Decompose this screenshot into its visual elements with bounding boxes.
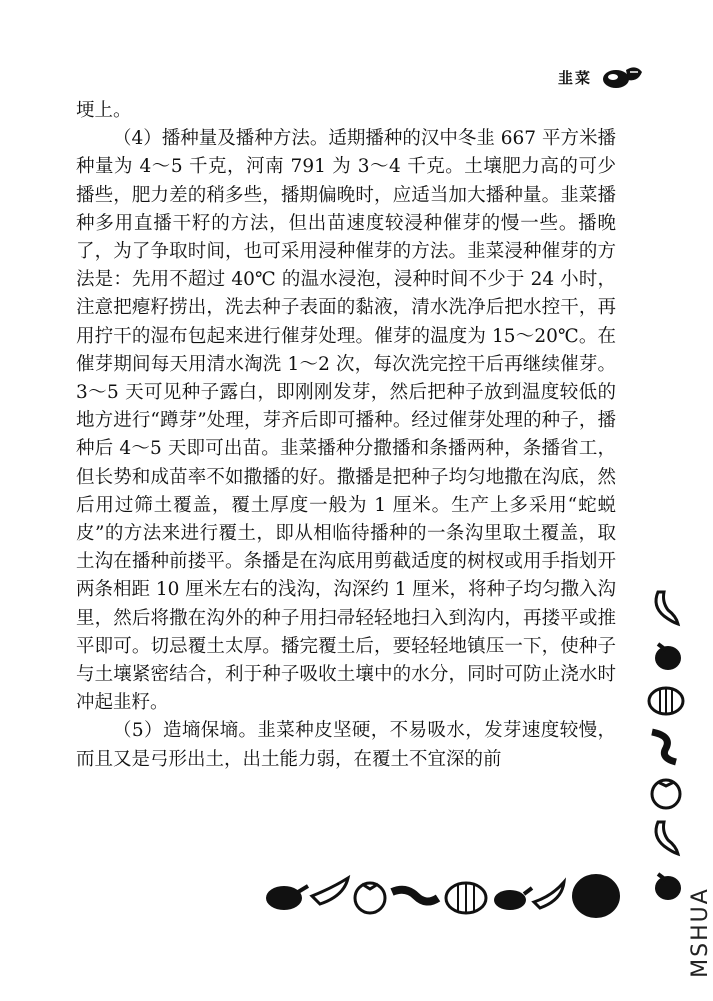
beans-icon (646, 726, 686, 766)
side-decoration (646, 588, 692, 910)
eggplant-icon (646, 634, 686, 674)
eggplant-icon (494, 888, 532, 910)
vegetable-logo-icon (600, 62, 646, 92)
pepper-icon (534, 882, 564, 908)
eggplant-icon (266, 886, 308, 910)
paragraph: （4）播种量及播种方法。适期播种的汉中冬韭 667 平方米播种量为 4～5 千克，河南 791 为 3～4 千克。土壤肥力高的可少播些，肥力差的稍多些，播期偏晚时，应适当加大播种量。韭菜播种多用直播干籽的方法，但出苗速度较浸种催芽的慢一些。播晚了，为了争取时间，也可采用浸种催芽的方法。韭菜浸种催芽的方法是：先用不超过 40℃ 的温水浸泡，浸种时间不少于 24 小时，注意把瘪籽捞出，洗去种子表面的黏液，清水洗净后把水控干，再用拧干的湿布包起来进行催芽处理。催芽的温度为 15～20℃。在催芽期间每天用清水淘洗 1～2 次，每次洗完控干后再继续催芽。3～5 天可见种子露白，即刚刚发芽，然后把种子放到温度较低的地方进行“蹲芽”处理，芽齐后即可播种。经过催芽处理的种子，播种后 4～5 天即可出苗。韭菜播种分撒播和条播两种，条播省工，但长势和成苗率不如撒播的好。撒播是把种子均匀地撒在沟底，然后用过筛土覆盖，覆土厚度一般为 1 厘米。生产上多采用“蛇蜕皮”的方法来进行覆土，即从相临待播种的一条沟里取土覆盖，取土沟在播种前搂平。条播是在沟底用剪截适度的树杈或用手指划开两条相距 10 厘米左右的浅沟，沟深约 1 厘米，将种子均匀撒入沟里，然后将撒在沟外的种子用扫帚轻轻地扫入到沟内，再搂平或推平即可。切忌覆土太厚。播完覆土后，要轻轻地镇压一下，使种子与土壤紧密结合，利于种子吸收土壤中的水分，同时可防止浇水时冲起韭籽。 (76, 128, 616, 714)
running-header (558, 62, 646, 92)
eggplant-icon (572, 874, 620, 918)
watermark: MSHUA (688, 887, 713, 978)
beans-icon (392, 890, 438, 902)
header-title: 韭菜 (557, 68, 592, 87)
eggplant-icon (646, 864, 686, 904)
body-text (76, 97, 616, 774)
tomato-icon (355, 883, 385, 913)
pepper-icon (646, 818, 686, 858)
pepper-icon (312, 878, 348, 904)
pepper-icon (646, 588, 686, 628)
paragraph: （5）造墒保墒。韭菜种皮坚硬，不易吸水，发芽速度较慢，而且又是弓形出土，出土能力弱，在覆土不宜深的前 (76, 720, 616, 770)
pumpkin-icon (446, 883, 486, 913)
tomato-icon (646, 772, 686, 812)
bottom-decoration (262, 866, 622, 928)
pumpkin-icon (646, 680, 686, 720)
paragraph: 埂上。 (76, 100, 132, 121)
